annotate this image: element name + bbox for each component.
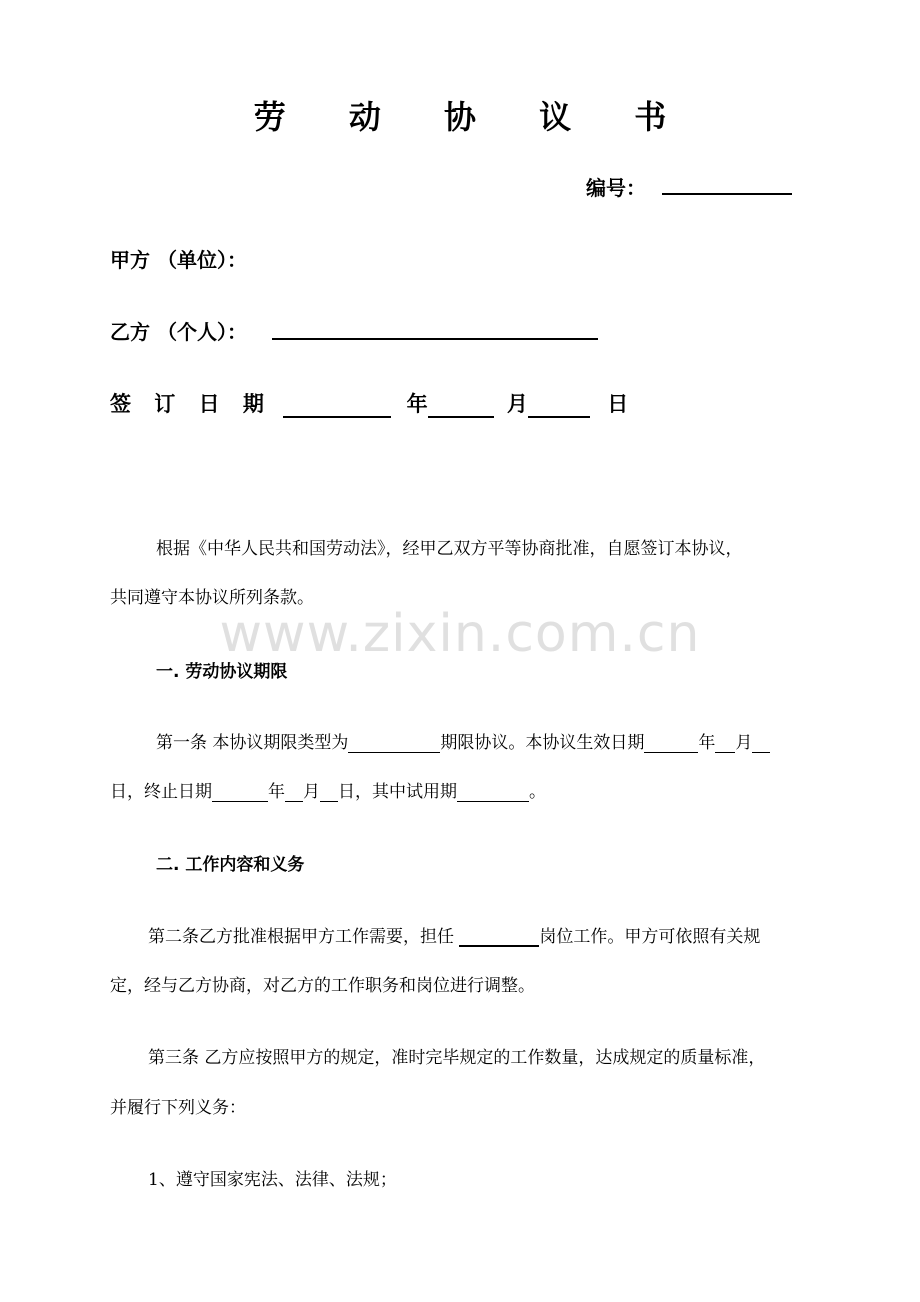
article-1-text-c: 年 bbox=[698, 733, 716, 753]
article-1-text-h: 日，其中试用期 bbox=[338, 782, 457, 802]
section-2-heading: 二. 工作内容和义务 bbox=[156, 855, 305, 875]
intro-line-2: 共同遵守本协议所列条款。 bbox=[110, 588, 314, 608]
end-month-blank bbox=[285, 783, 303, 802]
article-1-line-2 bbox=[110, 777, 546, 802]
obligation-item-1: 1、遵守国家宪法、法律、法规； bbox=[148, 1170, 397, 1190]
party-a-label: 甲方 （单位）： bbox=[110, 248, 247, 272]
intro-line-1: 根据《中华人民共和国劳动法》，经甲乙双方平等协商批准，自愿签订本协议， bbox=[156, 539, 743, 559]
article-3-line-2: 并履行下列义务： bbox=[110, 1098, 246, 1118]
article-1-text-d: 月 bbox=[735, 733, 753, 753]
section-1-heading: 一. 劳动协议期限 bbox=[156, 662, 288, 682]
signing-year-label: 年 bbox=[406, 392, 428, 416]
signing-day-blank bbox=[528, 394, 590, 418]
article-1-text-a: 第一条 本协议期限类型为 bbox=[156, 733, 349, 753]
signing-date-row bbox=[110, 388, 628, 418]
article-2-text-a: 第二条乙方批准根据甲方工作需要，担任 bbox=[148, 927, 460, 947]
article-1-text-g: 月 bbox=[303, 782, 320, 802]
article-1-text-i: 。 bbox=[529, 782, 546, 802]
end-day-blank bbox=[320, 783, 338, 802]
contract-type-blank bbox=[348, 734, 440, 753]
start-day-blank bbox=[752, 734, 770, 753]
article-1-line-1 bbox=[156, 728, 770, 753]
signing-month-blank bbox=[428, 394, 494, 418]
contract-number-label: 编号： bbox=[586, 176, 646, 200]
article-2-line-2: 定，经与乙方协商，对乙方的工作职务和岗位进行调整。 bbox=[110, 976, 535, 996]
article-2-line-1 bbox=[148, 922, 760, 947]
start-month-blank bbox=[715, 734, 735, 753]
article-1-text-b: 期限协议。本协议生效日期 bbox=[440, 733, 645, 753]
party-b-blank bbox=[272, 338, 598, 340]
start-year-blank bbox=[644, 734, 698, 753]
article-2-text-b: 岗位工作。甲方可依照有关规 bbox=[539, 927, 761, 947]
article-1-text-f: 年 bbox=[268, 782, 285, 802]
signing-day-label: 日 bbox=[607, 392, 629, 416]
contract-number-blank bbox=[662, 193, 792, 195]
article-3-line-1: 第三条 乙方应按照甲方的规定，准时完毕规定的工作数量，达成规定的质量标准， bbox=[148, 1048, 766, 1068]
signing-month-label: 月 bbox=[506, 392, 528, 416]
position-blank bbox=[459, 927, 539, 947]
watermark: www.zixin.com.cn bbox=[219, 604, 701, 664]
probation-blank bbox=[457, 783, 529, 802]
party-b-label: 乙方 （个人）： bbox=[110, 320, 247, 344]
signing-date-label: 签 订 日 期 bbox=[110, 392, 272, 416]
document-title: 劳 动 协 议 书 bbox=[253, 98, 693, 136]
signing-year-blank bbox=[283, 394, 391, 418]
article-1-text-e: 日，终止日期 bbox=[110, 782, 212, 802]
end-year-blank bbox=[212, 783, 268, 802]
